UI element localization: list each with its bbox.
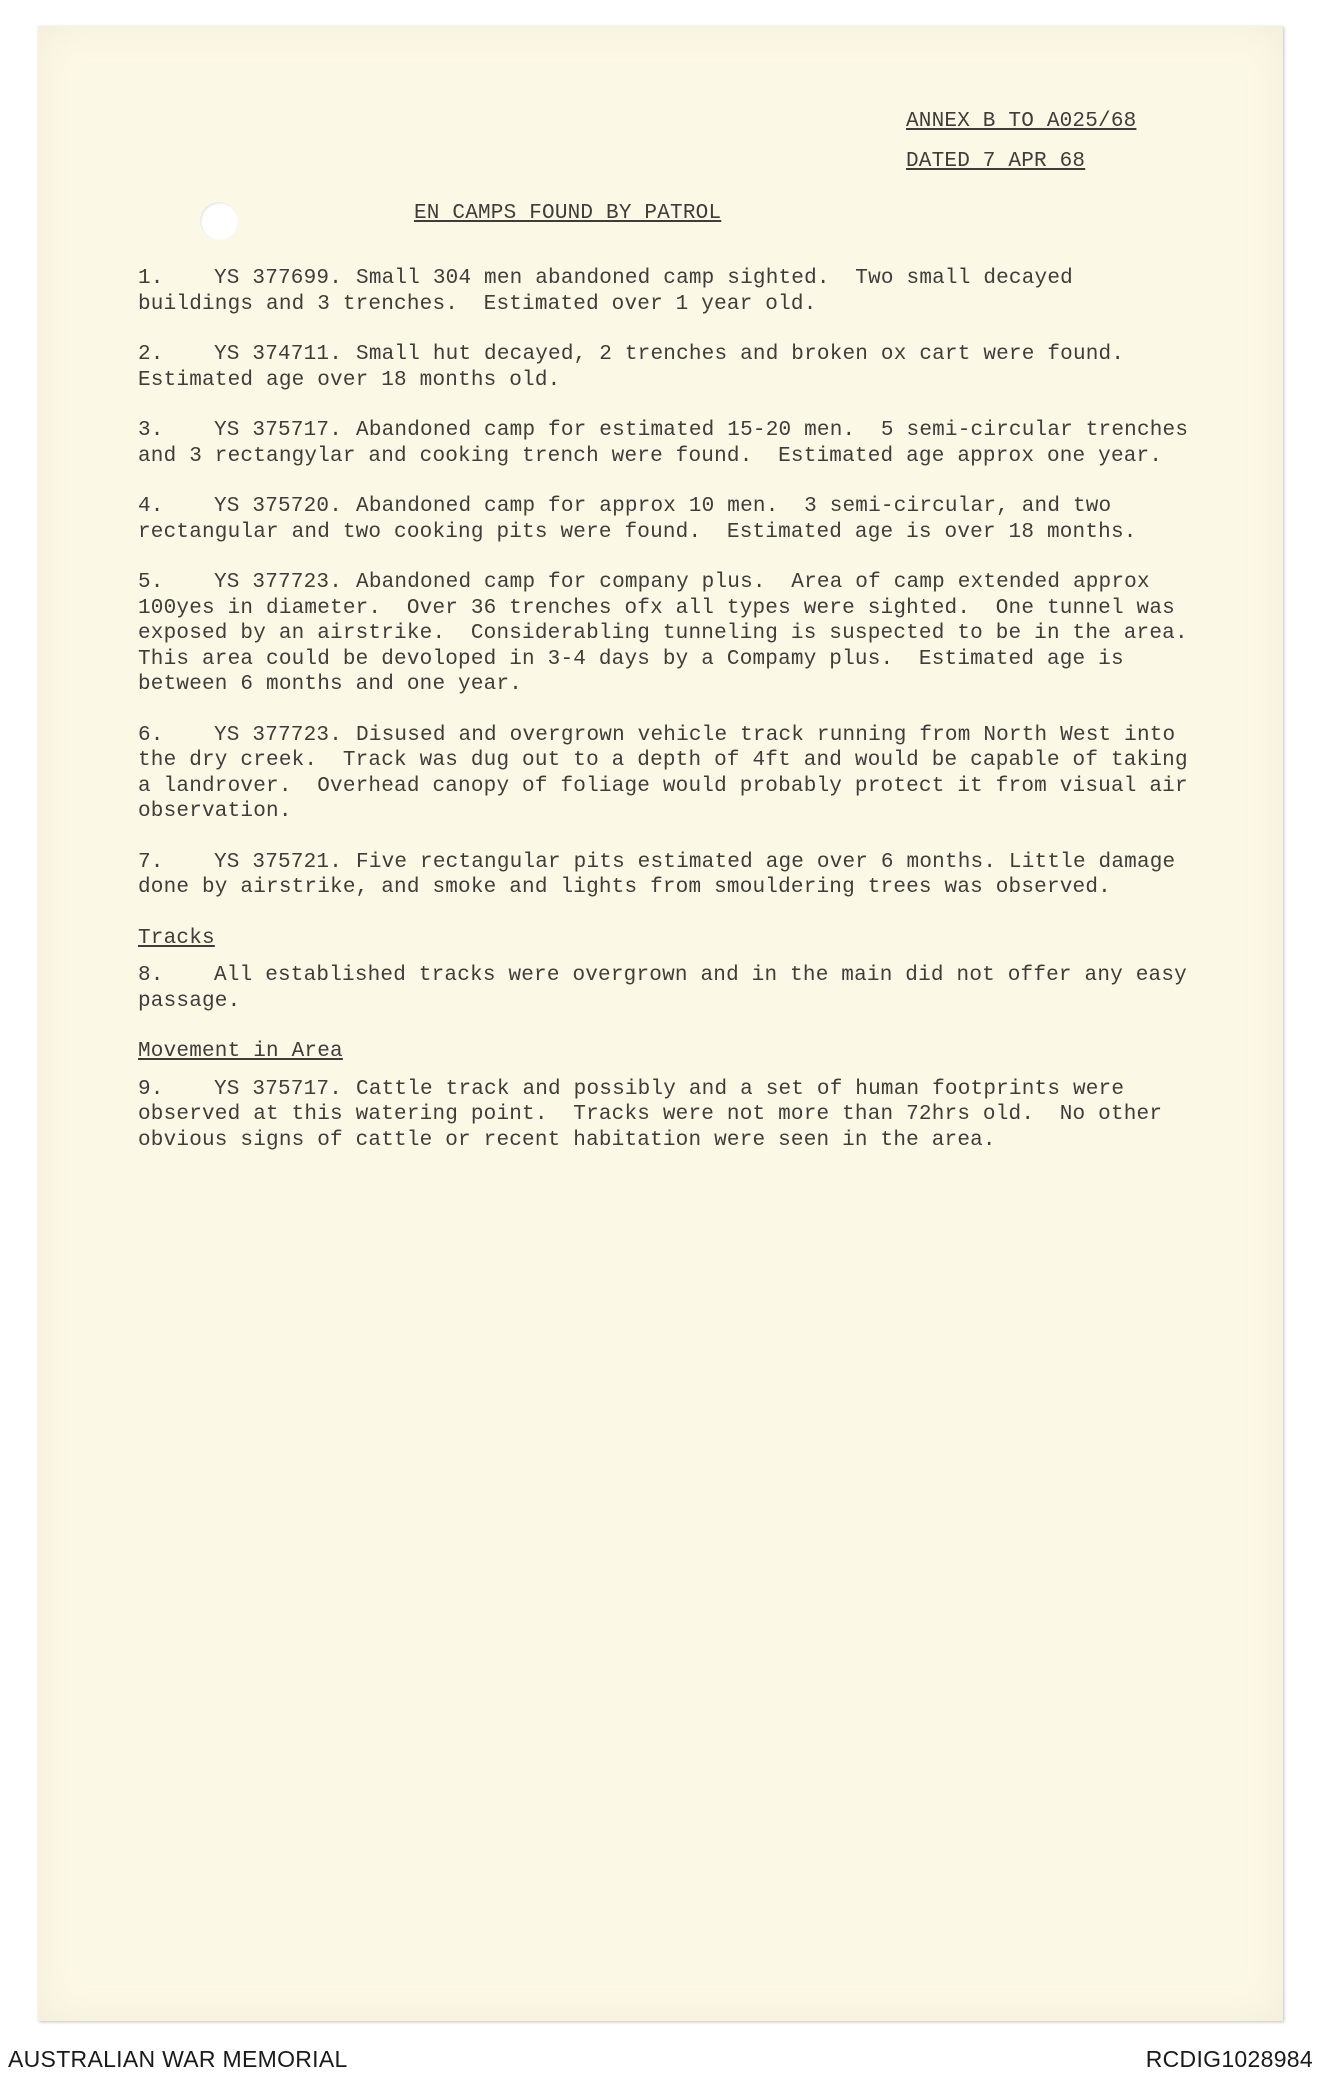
annex-ref-line: ANNEX B TO A025/68 xyxy=(906,110,1137,133)
dated-line: DATED 7 APR 68 xyxy=(906,150,1086,173)
paragraph-text: All established tracks were overgrown and in the main did not offer any easy passage. xyxy=(138,964,1200,1013)
grid-reference: YS 375721. xyxy=(214,850,343,874)
paragraph-text: Abandoned camp for company plus. Area of camp extended approx 100yes in diameter. Over 36 trenches ofx all types were sighted. One tunnel was exposed by an airstrike. Considerabling tunneling is suspected to be in the area. This area could be devoloped in 3-4 days by a Compamy plus. Estimated age is between 6 months and one year. xyxy=(138,571,1201,696)
paragraph-number: 9. xyxy=(138,1077,164,1101)
grid-reference: YS 377699. xyxy=(214,267,343,290)
paragraph xyxy=(138,266,1198,317)
paragraph xyxy=(138,342,1198,393)
paragraph xyxy=(138,850,1198,901)
paragraph-text: Abandoned camp for estimated 15-20 men. 5 semi-circular trenches and 3 rectangylar and cooking trench were found. Estimated age approx one year. xyxy=(138,419,1201,468)
paragraph-text: Small hut decayed, 2 trenches and broken ox cart were found. Estimated age over 18 months old. xyxy=(138,343,1137,392)
paragraph xyxy=(138,418,1201,469)
paragraph-text: Disused and overgrown vehicle track running from North West into the dry creek. Track was dug out to a depth of 4ft and would be capable of taking a landrover. Overhead canopy of foliage would probably protect it from visual air observation. xyxy=(138,723,1201,823)
paragraph xyxy=(138,963,1198,1014)
paragraph-number: 6. xyxy=(138,723,164,747)
footer-record-id: RCDIG1028984 xyxy=(1145,2046,1313,2072)
paragraph-text: Abandoned camp for approx 10 men. 3 semi-circular, and two rectangular and two cooking pits were found. Estimated age is over 18 months. xyxy=(138,495,1137,544)
paragraph-number: 5. xyxy=(138,571,164,594)
section-heading-tracks: Tracks xyxy=(138,926,215,950)
punch-hole xyxy=(200,202,238,240)
paragraph xyxy=(138,494,1198,545)
document-page xyxy=(38,26,1283,2021)
paragraph xyxy=(138,1077,1198,1154)
document-title: EN CAMPS FOUND BY PATROL xyxy=(414,202,722,225)
paragraph-number: 7. xyxy=(138,850,164,874)
paragraph-number: 4. xyxy=(138,495,164,518)
grid-reference: YS 374711. xyxy=(214,343,343,366)
grid-reference: YS 377723. xyxy=(214,571,343,594)
grid-reference: YS 375720. xyxy=(214,495,343,518)
grid-reference: YS 375717. xyxy=(214,1077,343,1101)
paragraph xyxy=(138,723,1201,825)
paragraph-text: Small 304 men abandoned camp sighted. Two small decayed buildings and 3 trenches. Estimated over 1 year old. xyxy=(138,267,1086,316)
paragraph-number: 2. xyxy=(138,343,164,366)
paragraph xyxy=(138,570,1201,698)
document-body xyxy=(138,266,1201,1178)
footer-archive-name: AUSTRALIAN WAR MEMORIAL xyxy=(8,2046,348,2072)
annex-reference xyxy=(906,102,1136,182)
section-heading-movement: Movement in Area xyxy=(138,1040,343,1063)
paragraph-text: Five rectangular pits estimated age over 6 months. Little damage done by airstrike, and smoke and lights from smouldering trees was observed. xyxy=(138,850,1189,899)
paragraph-number: 8. xyxy=(138,964,164,987)
paragraph-number: 3. xyxy=(138,419,164,442)
grid-reference: YS 375717. xyxy=(214,419,343,442)
paragraph-text: Cattle track and possibly and a set of human footprints were observed at this watering point. Tracks were not more than 72hrs old. No other obvious signs of cattle or recent habitation were seen in the area. xyxy=(138,1077,1175,1152)
grid-reference: YS 377723. xyxy=(214,723,343,747)
paragraph-number: 1. xyxy=(138,267,164,290)
